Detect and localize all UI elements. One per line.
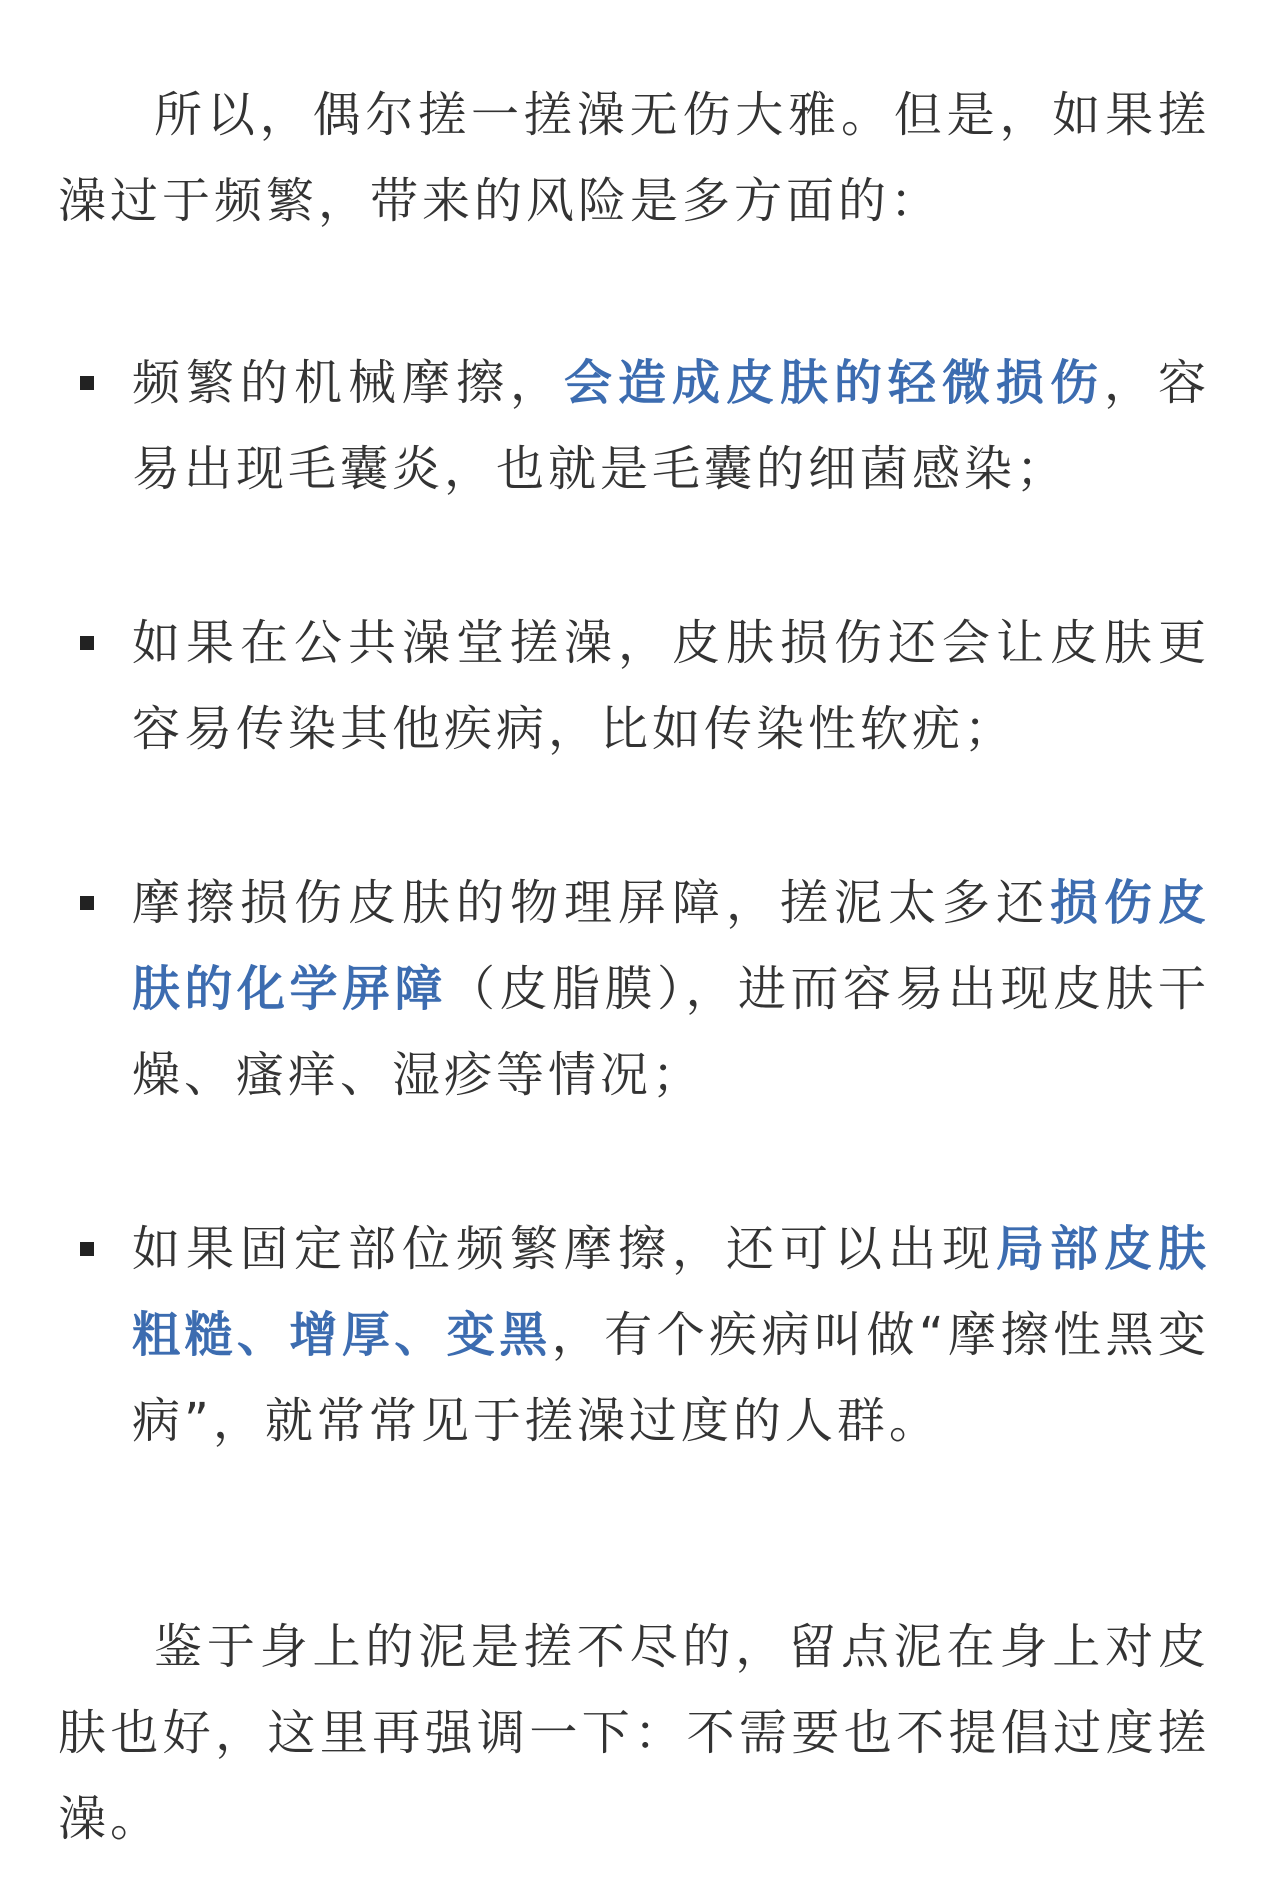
item-text: 摩擦损伤皮肤的物理屏障，搓泥太多还	[132, 875, 1050, 931]
intro-paragraph: 所以，偶尔搓一搓澡无伤大雅。但是，如果搓澡过于频繁，带来的风险是多方面的：	[58, 87, 1210, 229]
item-text: 频繁的机械摩擦，	[132, 355, 564, 411]
article-body	[58, 72, 1210, 1862]
item-text: ，有个疾病叫做“摩擦性黑变病”，就常常见于搓澡过度的人群。	[132, 1307, 1210, 1449]
square-bullet-icon	[80, 376, 94, 390]
square-bullet-icon	[80, 1242, 94, 1256]
square-bullet-icon	[80, 896, 94, 910]
item-text: （皮脂膜），进而容易出现皮肤干燥、瘙痒、湿疹等情况；	[132, 961, 1210, 1103]
item-highlight: 损伤皮肤的化学屏障	[132, 875, 1210, 1017]
item-highlight: 会造成皮肤的轻微损伤	[563, 355, 1104, 411]
item-text: ，容易出现毛囊炎，也就是毛囊的细菌感染；	[132, 355, 1210, 497]
conclusion-paragraph: 鉴于身上的泥是搓不尽的，留点泥在身上对皮肤也好，这里再强调一下：不需要也不提倡过度搓澡。	[58, 1619, 1210, 1847]
item-text: 如果固定部位频繁摩擦，还可以出现	[132, 1221, 996, 1277]
risk-list	[58, 340, 1210, 1464]
list-item	[58, 1206, 1210, 1464]
item-text: 如果在公共澡堂搓澡，皮肤损伤还会让皮肤更容易传染其他疾病，比如传染性软疣；	[132, 615, 1210, 757]
item-highlight: 局部皮肤粗糙、增厚、变黑	[132, 1221, 1210, 1363]
list-item	[58, 600, 1210, 772]
list-item	[58, 340, 1210, 512]
square-bullet-icon	[80, 636, 94, 650]
list-item	[58, 860, 1210, 1118]
